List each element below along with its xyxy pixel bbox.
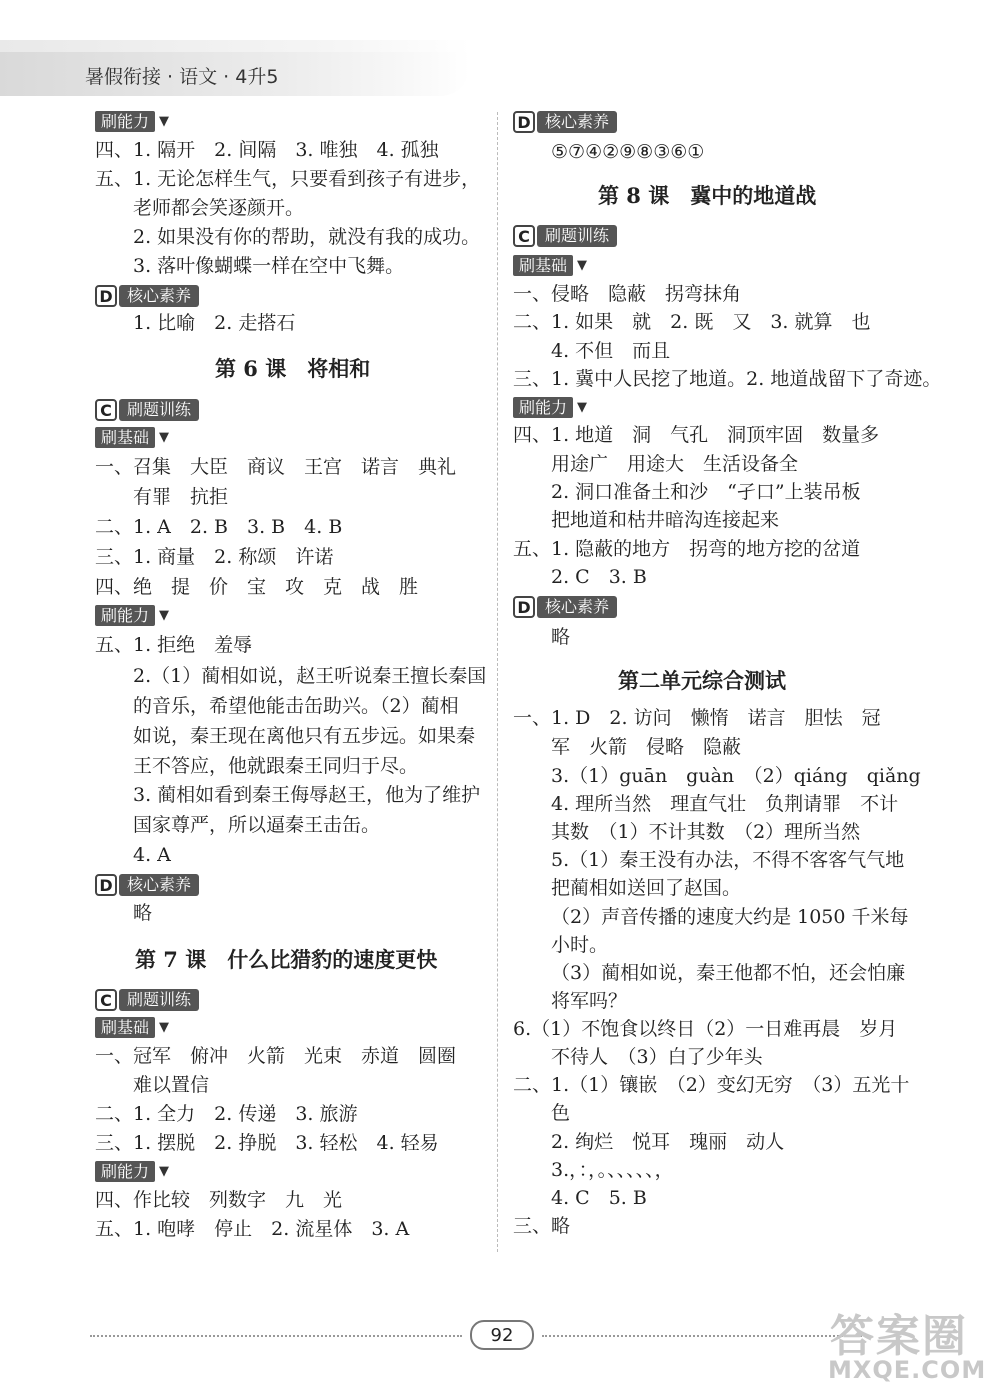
answer-line: 6.（1）不饱食以终日（2）一日难再晨 岁月 bbox=[513, 1018, 898, 1040]
answer-line: 一、侵略 隐蔽 拐弯抹角 bbox=[513, 283, 742, 305]
answer-line: 三、1. 摆脱 2. 挣脱 3. 轻松 4. 轻易 bbox=[95, 1132, 439, 1154]
answer-line: 一、冠军 俯冲 火箭 光束 赤道 圆圈 bbox=[95, 1045, 457, 1067]
answer-line: 二、1. 全力 2. 传递 3. 旅游 bbox=[95, 1103, 358, 1125]
section-tag-basic: 刷基础 ▼ bbox=[513, 254, 587, 276]
answer-line: 2. C 3. B bbox=[551, 566, 647, 588]
badge-practice: C 刷题训练 bbox=[513, 224, 617, 248]
answer-line: 二、1. 如果 就 2. 既 又 3. 就算 也 bbox=[513, 311, 871, 333]
answer-line: 3.，：，。、、、、、， bbox=[551, 1159, 674, 1181]
answer-line: 4. 理所当然 理直气壮 负荆请罪 不计 bbox=[551, 793, 899, 815]
badge-practice: C 刷题训练 bbox=[95, 988, 199, 1012]
answer-line: 王不答应，他就跟秦王同归于尽。 bbox=[133, 755, 419, 777]
watermark-logo bbox=[820, 1300, 995, 1395]
answer-line: 不待人 （3）白了少年头 bbox=[551, 1046, 763, 1068]
answer-line: 的音乐，希望他能击缶助兴。（2）蔺相 bbox=[133, 695, 459, 717]
answer-line: 2.（1）蔺相如说，赵王听说秦王擅长秦国 bbox=[133, 665, 487, 687]
section-tag-basic: 刷基础 ▼ bbox=[95, 426, 169, 448]
footer-rule-right bbox=[542, 1335, 862, 1337]
answer-line: 四、1. 地道 洞 气孔 洞顶牢固 数量多 bbox=[513, 424, 880, 446]
section-tag-basic: 刷基础 ▼ bbox=[95, 1016, 169, 1038]
page-header bbox=[0, 0, 470, 98]
section-tag-ability: 刷能力 ▼ bbox=[513, 396, 587, 418]
answer-line: 2. 绚烂 悦耳 瑰丽 动人 bbox=[551, 1131, 785, 1153]
answer-line: 二、1. A 2. B 3. B 4. B bbox=[95, 516, 343, 538]
answer-line: 其数 （1）不计其数 （2）理所当然 bbox=[551, 821, 861, 843]
badge-core-literacy: D 核心素养 bbox=[95, 284, 199, 308]
answer-line: 国家尊严，所以逼秦王击缶。 bbox=[133, 814, 381, 836]
answer-line: 色 bbox=[551, 1102, 571, 1124]
answer-line: （2）声音传播的速度大约是 1050 千米每 bbox=[551, 906, 909, 928]
answer-line: 一、召集 大臣 商议 王宫 诺言 典礼 bbox=[95, 456, 457, 478]
answer-line: 2. 洞口准备土和沙 “孑口”上装吊板 bbox=[551, 481, 861, 503]
unit-test-title: 第二单元综合测试 bbox=[618, 668, 786, 693]
answer-line: 有罪 抗拒 bbox=[133, 486, 229, 508]
watermark-text: 答案圈 bbox=[830, 1311, 968, 1362]
answer-line: 4. A bbox=[133, 844, 171, 866]
answer-line: ⑤⑦④②⑨⑧③⑥① bbox=[551, 141, 705, 163]
answer-line: 五、1. 无论怎样生气，只要看到孩子有进步， bbox=[95, 168, 481, 190]
section-tag-ability: 刷能力 ▼ bbox=[95, 604, 169, 626]
badge-core-literacy: D 核心素养 bbox=[513, 595, 617, 619]
answer-line: 4. 不但 而且 bbox=[551, 340, 671, 362]
lesson-title: 第 7 课 什么比猎豹的速度更快 bbox=[135, 947, 438, 972]
answer-line: 1. 比喻 2. 走搭石 bbox=[133, 312, 296, 334]
header-title: 暑假衔接 · 语文 · 4升5 bbox=[85, 66, 279, 88]
answer-line: 五、1. 隐蔽的地方 拐弯的地方挖的岔道 bbox=[513, 538, 861, 560]
footer-rule-left bbox=[90, 1335, 462, 1337]
section-tag-ability: 刷能力 ▼ bbox=[95, 1160, 169, 1182]
answer-line: 用途广 用途大 生活设备全 bbox=[551, 453, 799, 475]
answer-line: 五、1. 拒绝 羞辱 bbox=[95, 634, 253, 656]
answer-line: 3.（1）guān guàn （2）qiáng qiǎng bbox=[551, 765, 921, 787]
answer-line: 四、绝 提 价 宝 攻 克 战 胜 bbox=[95, 576, 419, 598]
section-tag-ability: 刷能力 ▼ bbox=[95, 110, 169, 132]
answer-line: 把地道和枯井暗沟连接起来 bbox=[551, 509, 780, 531]
answer-line: 5.（1）秦王没有办法，不得不客客气气地 bbox=[551, 849, 905, 871]
answer-line: 三、略 bbox=[513, 1215, 571, 1237]
answer-line: 三、1. 商量 2. 称颂 许诺 bbox=[95, 546, 334, 568]
column-divider bbox=[497, 112, 498, 1252]
lesson-title: 第 8 课 冀中的地道战 bbox=[598, 183, 817, 208]
answer-line: 三、1. 冀中人民挖了地道。2. 地道战留下了奇迹。 bbox=[513, 368, 942, 390]
answer-line: 军 火箭 侵略 隐蔽 bbox=[551, 736, 742, 758]
answer-line: 3. 蔺相如看到秦王侮辱赵王，他为了维护 bbox=[133, 784, 481, 806]
answer-line: 2. 如果没有你的帮助，就没有我的成功。 bbox=[133, 226, 481, 248]
answer-line: 一、1. D 2. 访问 懒惰 诺言 胆怯 冠 bbox=[513, 707, 881, 729]
answer-line: 小时。 bbox=[551, 934, 609, 956]
answer-line: 老师都会笑逐颜开。 bbox=[133, 197, 305, 219]
answer-line: 略 bbox=[133, 902, 153, 924]
answer-line: 二、1.（1）镶嵌 （2）变幻无穷 （3）五光十 bbox=[513, 1074, 910, 1096]
page-number: 92 bbox=[470, 1320, 534, 1350]
answer-line: 把蔺相如送回了赵国。 bbox=[551, 877, 742, 899]
lesson-title: 第 6 课 将相和 bbox=[215, 356, 371, 381]
answer-line: 如说，秦王现在离他只有五步远。如果秦 bbox=[133, 725, 476, 747]
answer-line: 四、1. 隔开 2. 间隔 3. 唯独 4. 孤独 bbox=[95, 139, 439, 161]
answer-line: 略 bbox=[551, 626, 571, 648]
page-footer bbox=[90, 1320, 910, 1350]
answer-line: 四、作比较 列数字 九 光 bbox=[95, 1189, 343, 1211]
badge-core-literacy: D 核心素养 bbox=[513, 110, 617, 134]
answer-line: （3）蔺相如说，秦王他都不怕，还会怕廉 bbox=[551, 962, 906, 984]
answer-line: 将军吗？ bbox=[551, 990, 628, 1012]
badge-practice: C 刷题训练 bbox=[95, 398, 199, 422]
badge-core-literacy: D 核心素养 bbox=[95, 873, 199, 897]
answer-line: 4. C 5. B bbox=[551, 1187, 647, 1209]
watermark-url: MXQE.COM bbox=[828, 1356, 987, 1384]
answer-line: 难以置信 bbox=[133, 1074, 210, 1096]
answer-line: 3. 落叶像蝴蝶一样在空中飞舞。 bbox=[133, 255, 405, 277]
answer-line: 五、1. 咆哮 停止 2. 流星体 3. A bbox=[95, 1218, 410, 1240]
